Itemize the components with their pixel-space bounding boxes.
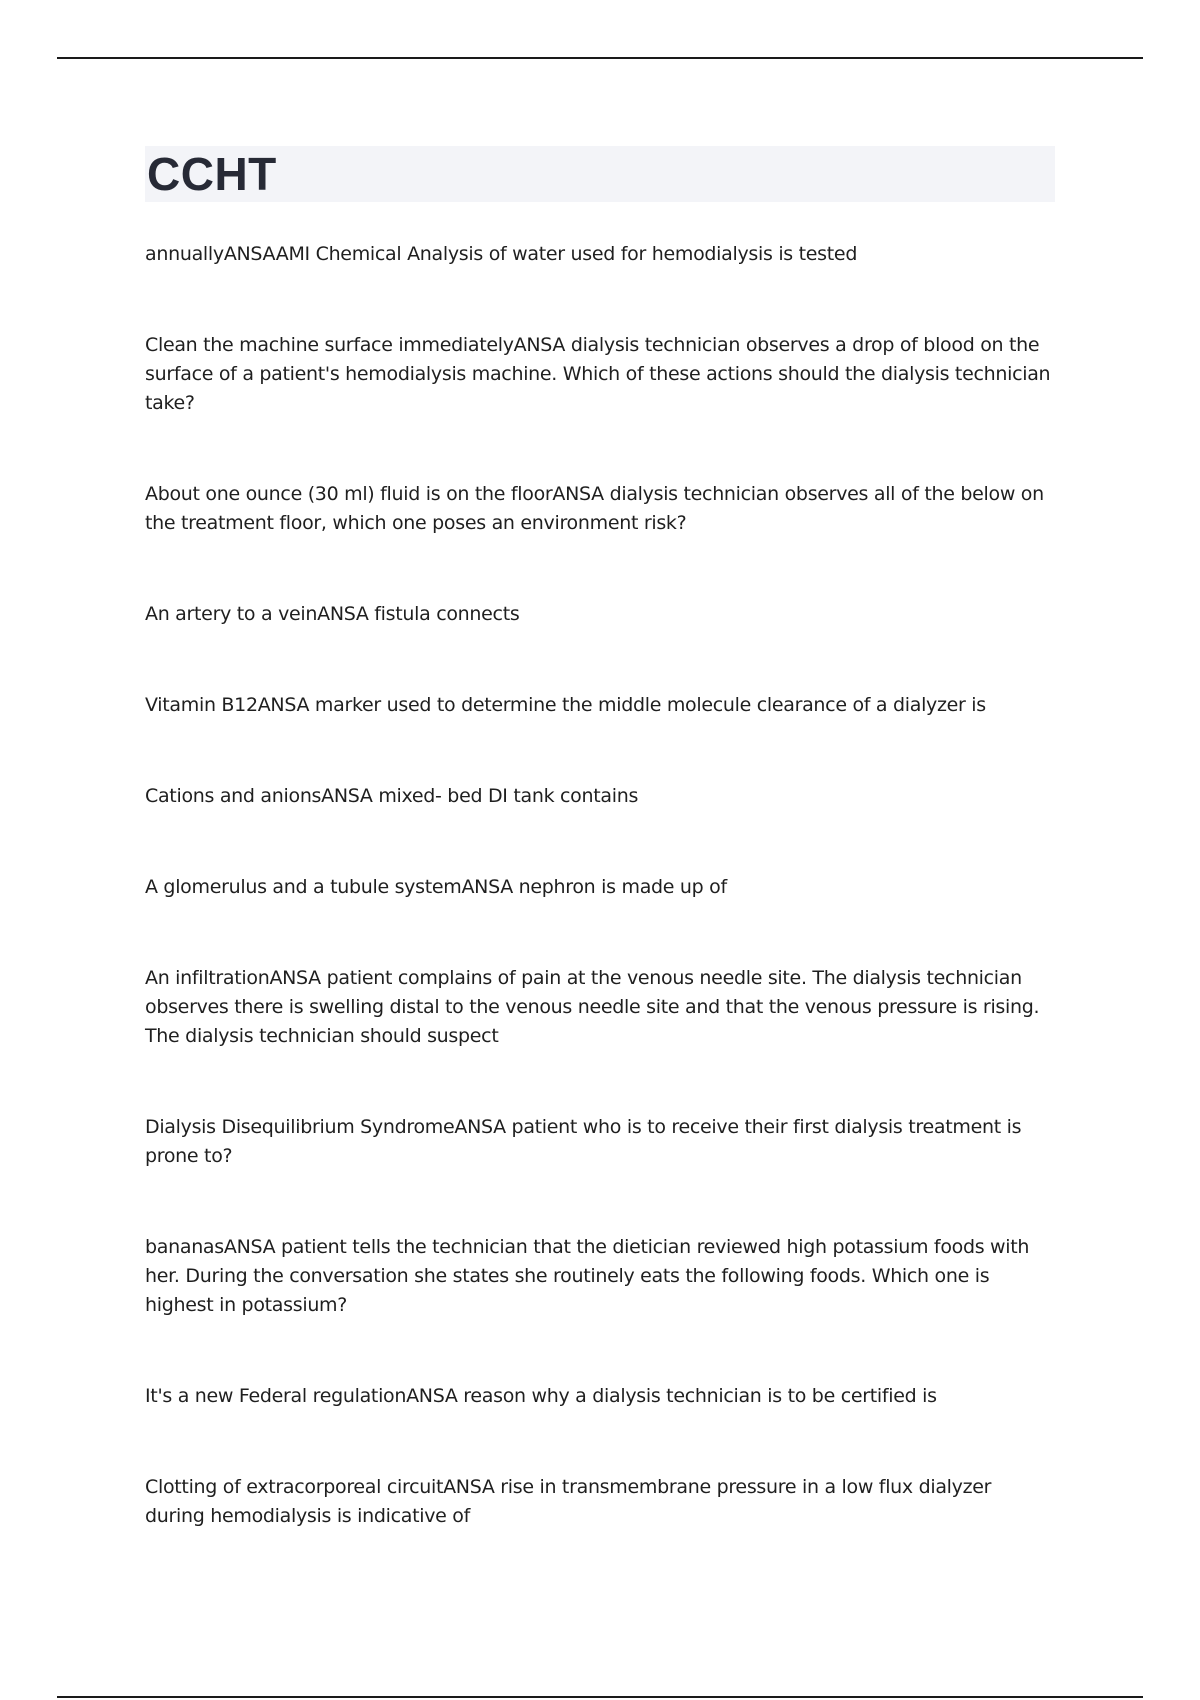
document-title: CCHT [147, 148, 277, 200]
flashcard-list [145, 240, 1055, 1531]
flashcard-text: It's a new Federal regulationANSA reason why a dialysis technician is to be certified is [145, 1385, 937, 1407]
flashcard-text: An infiltrationANSA patient complains of pain at the venous needle site. The dialysis technician observes there is swelling distal to the venous needle site and that the venous pressure is rising. The dialysis technician should suspect [145, 967, 1040, 1047]
bottom-divider [57, 1696, 1143, 1698]
flashcard-text: A glomerulus and a tubule systemANSA nephron is made up of [145, 876, 727, 898]
flashcard-text: Cations and anionsANSA mixed- bed DI tank contains [145, 785, 639, 807]
flashcard-text: Clean the machine surface immediatelyANSA dialysis technician observes a drop of blood on the surface of a patient's hemodialysis machine. Which of these actions should the dialysis technician take? [145, 334, 1051, 414]
title-banner [145, 146, 1055, 202]
top-divider [57, 57, 1143, 59]
flashcard-text: annuallyANSAAMI Chemical Analysis of water used for hemodialysis is tested [145, 243, 858, 265]
flashcard-text: An artery to a veinANSA fistula connects [145, 603, 520, 625]
flashcard-text: Vitamin B12ANSA marker used to determine the middle molecule clearance of a dialyzer is [145, 694, 986, 716]
flashcard-text: Dialysis Disequilibrium SyndromeANSA patient who is to receive their first dialysis treatment is prone to? [145, 1116, 1022, 1167]
flashcard-text: bananasANSA patient tells the technician that the dietician reviewed high potassium foods with her. During the conversation she states she routinely eats the following foods. Which one is highest in potassium? [145, 1236, 1030, 1316]
flashcard-text: About one ounce (30 ml) fluid is on the floorANSA dialysis technician observes all of the below on the treatment floor, which one poses an environment risk? [145, 483, 1044, 534]
document-content [145, 146, 1055, 1531]
flashcard-text: Clotting of extracorporeal circuitANSA rise in transmembrane pressure in a low flux dialyzer during hemodialysis is indicative of [145, 1476, 992, 1527]
